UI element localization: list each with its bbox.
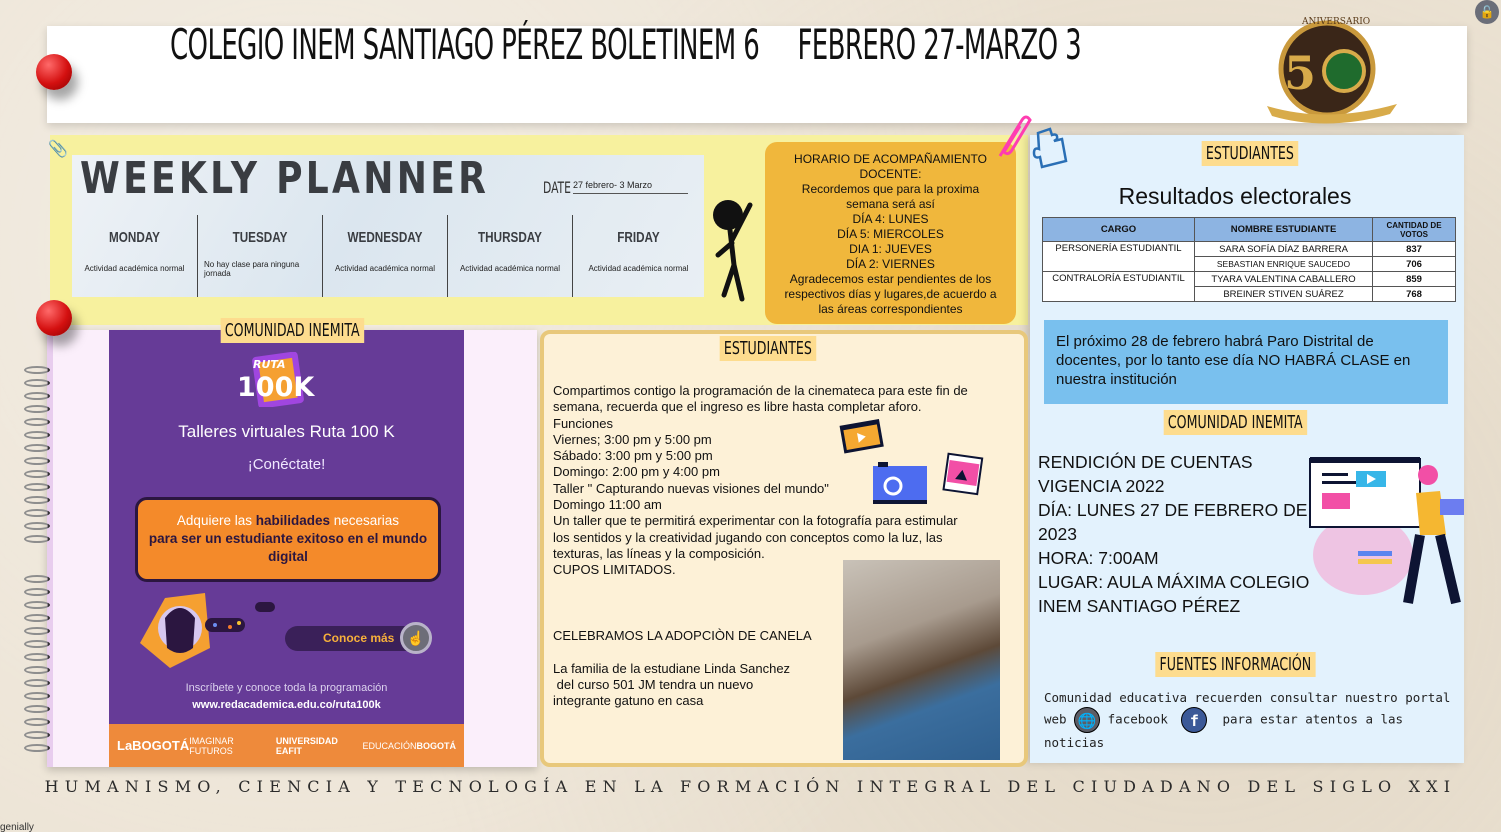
rendicion-line: VIGENCIA 2022	[1038, 476, 1165, 496]
spiral-ring	[24, 640, 50, 648]
text-line: Viernes; 3:00 pm y 5:00 pm	[553, 431, 712, 447]
results-title: Resultados electorales	[1118, 183, 1352, 209]
comunidad-left-tag-wrap	[190, 318, 380, 343]
day-monday	[72, 215, 197, 297]
spiral-ring	[24, 418, 50, 426]
conoce-mas-button[interactable]: Conoce más	[285, 626, 431, 651]
spiral-ring	[24, 392, 50, 400]
text-line: Domingo 11:00 am	[553, 497, 662, 513]
paperclip-icon	[992, 112, 1032, 162]
cargo-cell	[1043, 287, 1195, 302]
globe-icon[interactable]: 🌐	[1074, 707, 1100, 733]
spiral-ring	[24, 366, 50, 374]
ruta-subtitle: ¡Conéctate!	[247, 456, 326, 473]
comunidad-tag: COMUNIDAD INEMITA	[1163, 410, 1306, 435]
day-wednesday	[322, 215, 447, 297]
spiral-ring	[24, 692, 50, 700]
horario-box	[765, 142, 1016, 324]
table-row	[1043, 287, 1456, 302]
spiral-ring	[24, 744, 50, 752]
sponsor-logo: UNIVERSIDAD EAFIT	[275, 735, 338, 756]
text-line: Domingo: 2:00 pm y 4:00 pm	[553, 464, 720, 480]
text-line: texturas, las líneas y la composición.	[553, 545, 765, 561]
text-line: Taller " Capturando nuevas visiones del mundo"	[553, 480, 829, 496]
spiral-ring	[24, 470, 50, 478]
svg-text:100K: 100K	[237, 372, 315, 403]
fuentes-links	[1044, 707, 1459, 752]
election-results-table	[1042, 217, 1456, 302]
spiral-ring	[24, 483, 50, 491]
table-row	[1043, 272, 1456, 287]
cargo-cell: CONTRALORÍA ESTUDIANTIL	[1043, 272, 1195, 287]
ruta-inscribete: Inscríbete y conoce toda la programación	[185, 682, 388, 694]
spiral-ring	[24, 535, 50, 543]
rendicion-line: 2023	[1038, 524, 1077, 544]
spiral-ring	[24, 601, 50, 609]
spiral-ring	[24, 405, 50, 413]
mid-tag-wrap	[680, 336, 855, 361]
table-header-row	[1043, 218, 1456, 242]
day-note: Actividad académica normal	[588, 264, 689, 273]
votos-cell: 837	[1373, 242, 1456, 257]
nombre-cell: TYARA VALENTINA CABALLERO	[1195, 272, 1373, 287]
adoption-title: CELEBRAMOS LA ADOPCIÒN DE CANELA	[553, 627, 812, 643]
page-title: COLEGIO INEM SANTIAGO PÉREZ BOLETINEM 6 FEBRERO 27-MARZO 3	[170, 20, 1082, 69]
nombre-cell: BREINER STIVEN SUÁREZ	[1195, 287, 1373, 302]
header-cargo: CARGO	[1043, 218, 1195, 242]
votos-cell: 859	[1373, 272, 1456, 287]
stick-figure-icon	[710, 195, 760, 305]
spiral-ring	[24, 666, 50, 674]
student-photo	[843, 560, 1000, 760]
cargo-cell: PERSONERÍA ESTUDIANTIL	[1043, 242, 1195, 257]
sponsor-logo: BOGOTÁ	[416, 740, 456, 751]
horario-line: DOCENTE:	[859, 167, 922, 181]
ruta-title: Talleres virtuales Ruta 100 K	[178, 422, 395, 441]
day-name: FRIDAY	[617, 229, 660, 246]
hand-pointer-icon[interactable]: ☝	[400, 622, 432, 654]
pushpin-icon	[36, 54, 72, 90]
ruta-url-link[interactable]: www.redacademica.edu.co/ruta100k	[192, 699, 381, 711]
horario-line: semana será así	[846, 197, 935, 211]
school-tagline: HUMANISMO, CIENCIA Y TECNOLOGÍA EN LA FORMACIÓN INTEGRAL DEL CIUDADANO DEL SIGLO XXI	[44, 777, 1457, 796]
text-line: Compartimos contigo la programación de la cinemateca para este fin de	[553, 383, 968, 398]
nombre-cell: SARA SOFÍA DÍAZ BARRERA	[1195, 242, 1373, 257]
facebook-icon[interactable]: f	[1181, 707, 1207, 733]
horario-line: DÍA 5: MIERCOLES	[837, 227, 944, 241]
sponsor-logo: LaBOGOTÁ	[117, 738, 190, 753]
day-note: Actividad académica normal	[84, 264, 185, 273]
table-row	[1043, 257, 1456, 272]
svg-text:ANIVERSARIO: ANIVERSARIO	[1302, 17, 1371, 27]
spiral-ring	[24, 509, 50, 517]
text-line: semana, recuerda que el ingreso es libre hasta completar aforo.	[553, 399, 922, 415]
paperclip-icon: 📎	[48, 141, 68, 158]
horario-line: las áreas correspondientes	[818, 302, 963, 316]
header-votos: CANTIDAD DE VOTOS	[1373, 218, 1456, 242]
text-line: Un taller que te permitirá experimentar con la fotografía para estimular	[553, 513, 958, 529]
fuentes-end: para estar atentos a las noticias	[1044, 711, 1404, 750]
rendicion-line: RENDICIÓN DE CUENTAS	[1038, 452, 1253, 472]
day-name: TUESDAY	[232, 229, 288, 246]
adoption-line: del curso 501 JM tendra un nuevo	[553, 677, 754, 693]
adoption-line: La familia de la estudiane Linda Sanchez	[553, 660, 791, 676]
text-line: Sábado: 3:00 pm y 5:00 pm	[553, 448, 713, 464]
ruta100k-logo	[225, 352, 345, 407]
text-line: Funciones	[553, 415, 613, 431]
day-name: THURSDAY	[478, 229, 542, 246]
anniversary-logo	[1262, 14, 1402, 124]
lock-toggle-button[interactable]: 🔓	[1475, 0, 1499, 24]
sponsor-logo: EDUCACIÓN	[362, 740, 417, 751]
horario-line: Agradecemos estar pendientes de los	[789, 272, 992, 286]
cargo-cell	[1043, 257, 1195, 272]
rendicion-line: INEM SANTIAGO PÉREZ	[1038, 596, 1241, 616]
svg-text:5: 5	[1284, 46, 1317, 100]
spiral-ring	[24, 679, 50, 687]
box-bold: habilidades	[255, 513, 331, 528]
spiral-ring	[24, 627, 50, 635]
fuentes-text	[1044, 688, 1459, 752]
genially-brand[interactable]: genially	[0, 822, 34, 832]
table-row	[1043, 242, 1456, 257]
media-icons-illustration	[838, 418, 988, 508]
rendicion-text	[1038, 450, 1313, 618]
spiral-ring	[24, 431, 50, 439]
spiral-ring	[24, 496, 50, 504]
rendicion-line: LUGAR: AULA MÁXIMA COLEGIO	[1038, 572, 1310, 592]
rendicion-line: HORA: 7:00AM	[1038, 548, 1159, 568]
paro-notice: El próximo 28 de febrero habrá Paro Distrital de docentes, por lo tanto ese día NO HABRÁ CLASE en nuestra institución	[1044, 320, 1448, 404]
spiral-ring	[24, 731, 50, 739]
horario-line: HORARIO DE ACOMPAÑAMIENTO	[794, 152, 987, 166]
box-line2: para ser un estudiante exitoso en el mundo digital	[148, 531, 428, 564]
spiral-ring	[24, 614, 50, 622]
spiral-ring	[24, 588, 50, 596]
pushpin-icon	[36, 300, 72, 336]
spiral-ring	[24, 522, 50, 530]
spiral-ring	[24, 653, 50, 661]
day-tuesday	[197, 215, 322, 297]
spiral-ring	[24, 444, 50, 452]
votos-cell: 706	[1373, 257, 1456, 272]
day-note: No hay clase para ninguna jornada	[204, 260, 300, 278]
ruta-skills-box	[135, 497, 441, 582]
spiral-ring	[24, 575, 50, 583]
horario-line: respectivos días y lugares,de acuerdo a	[784, 287, 997, 301]
spiral-ring	[24, 379, 50, 387]
presenter-illustration	[1308, 455, 1466, 607]
day-name: MONDAY	[109, 229, 160, 246]
estudiantes-tag-wrap	[1140, 141, 1360, 166]
comunidad-left-tag: COMUNIDAD INEMITA	[221, 318, 364, 343]
planner-title: WEEKLY PLANNER	[80, 153, 490, 204]
text-line: los sentidos y la creatividad jugando con conceptos como la luz, las	[553, 529, 943, 545]
web-label: web	[1044, 711, 1067, 727]
adoption-line: integrante gatuno en casa	[553, 693, 704, 709]
horario-line: DÍA 4: LUNES	[852, 212, 929, 226]
nombre-cell: SEBASTIAN ENRIQUE SAUCEDO	[1195, 257, 1373, 272]
votos-cell: 768	[1373, 287, 1456, 302]
students-mid-tag: ESTUDIANTES	[719, 336, 815, 361]
day-note: Actividad académica normal	[459, 264, 561, 273]
day-friday	[572, 215, 704, 297]
spiral-ring	[24, 705, 50, 713]
estudiantes-tag: ESTUDIANTES	[1202, 141, 1298, 166]
box-text: necesarias	[330, 513, 400, 528]
svg-text:RUTA: RUTA	[253, 358, 286, 371]
fuentes-line: Comunidad educativa recuerden consultar nuestro portal	[1044, 690, 1451, 705]
girl-illustration	[135, 588, 285, 673]
planner-date-value: 27 febrero- 3 Marzo	[573, 180, 688, 194]
spiral-ring	[24, 457, 50, 465]
header-nombre: NOMBRE ESTUDIANTE	[1195, 218, 1373, 242]
sponsor-logo: IMAGINAR FUTUROS	[189, 735, 234, 756]
facebook-label: facebook	[1107, 711, 1168, 727]
fuentes-tag: FUENTES INFORMACIÓN	[1155, 652, 1315, 677]
day-name: WEDNESDAY	[347, 229, 423, 246]
horario-line: DÍA 2: VIERNES	[846, 257, 935, 271]
fuentes-tag-wrap	[1120, 652, 1350, 677]
rendicion-line: DÍA: LUNES 27 DE FEBRERO DE	[1038, 500, 1308, 520]
horario-line: DIA 1: JUEVES	[849, 242, 932, 256]
comunidad-tag-wrap	[1130, 410, 1340, 435]
ruta-sponsor-footer	[109, 724, 464, 767]
planner-date-label: DATE	[543, 178, 571, 197]
text-line: CUPOS LIMITADOS.	[553, 562, 676, 578]
spiral-ring	[24, 718, 50, 726]
day-thursday	[447, 215, 572, 297]
box-text: Adquiere las	[176, 513, 256, 528]
horario-line: Recordemos que para la proxima	[801, 182, 980, 196]
day-note: Actividad académica normal	[334, 264, 436, 273]
puzzle-icon	[1030, 125, 1070, 170]
